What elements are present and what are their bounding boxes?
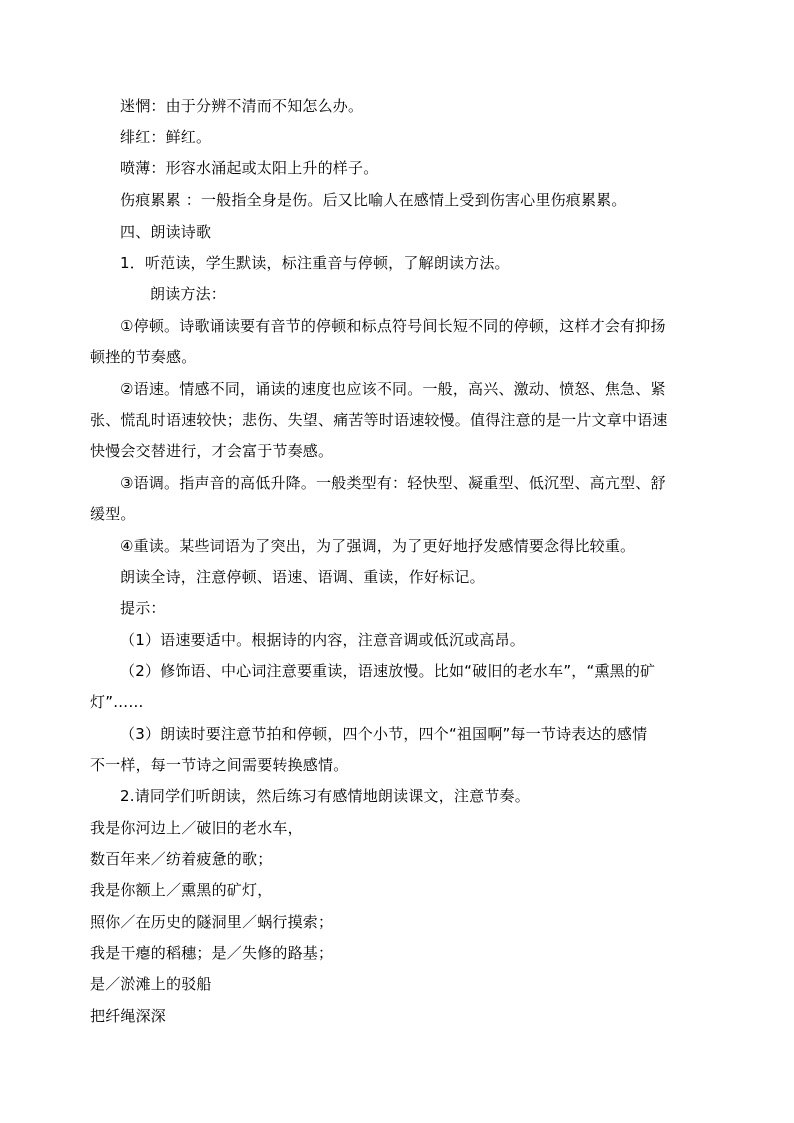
step-2-text: 2.请同学们听朗读，然后练习有感情地朗读课文，注意节奏。 [120,787,530,805]
tip-2-line1: （2）修饰语、中心词注意要重读，语速放慢。比如“破旧的老水车”，“熏黑的矿 [120,662,656,680]
tip-3-line1: （3）朗读时要注意节拍和停顿，四个小节，四个“祖国啊”每一节诗表达的感情 [120,725,648,743]
step-1-text: 1．听范读，学生默读，标注重音与停顿，了解朗读方法。 [120,254,510,272]
poem-line: 我是你额上／熏黑的矿灯， [90,881,273,899]
poem-line: 我是你河边上／破旧的老水车， [90,819,303,837]
poem-line: 把纤绳深深 [90,1007,167,1025]
poem-line: 照你／在历史的隧洞里／蜗行摸索； [90,913,334,931]
method-speed-line3: 快慢会交替进行，才会富于节奏感。 [90,442,334,460]
section-heading: 四、朗读诗歌 [120,223,212,241]
read-all-text: 朗读全诗，注意停顿、语速、语调、重读，作好标记。 [120,568,485,586]
tip-3-line2: 不一样，每一节诗之间需要转换感情。 [90,756,349,774]
method-tone-line2: 缓型。 [90,505,136,523]
definition-penbo: 喷薄：形容水涌起或太阳上升的样子。 [120,159,379,177]
definition-shanghen: 伤痕累累 ：一般指全身是伤。后又比喻人在感情上受到伤害心里伤痕累累。 [120,191,627,209]
tip-1: （1）语速要适中。根据诗的内容，注意音调或低沉或高昂。 [120,631,525,649]
tip-2-line2: 灯”…… [90,693,144,711]
method-pause-line1: ①停顿。诗歌诵读要有音节的停顿和标点符号间长短不同的停顿，这样才会有抑扬 [120,317,666,335]
method-tone-line1: ③语调。指声音的高低升降。一般类型有：轻快型、凝重型、低沉型、高亢型、舒 [120,474,666,492]
methods-title: 朗读方法： [150,285,227,303]
method-speed-line2: 张、慌乱时语速较快；悲伤、失望、痛苦等时语速较慢。值得注意的是一片文章中语速 [90,411,668,429]
poem-line: 数百年来／纺着疲惫的歌； [90,850,273,868]
tips-title: 提示： [120,599,166,617]
poem-line: 是／淤滩上的驳船 [90,975,212,993]
poem-line: 我是干瘪的稻穗；是／失修的路基； [90,944,334,962]
method-stress-line1: ④重读。某些词语为了突出，为了强调，为了更好地抒发感情要念得比较重。 [120,537,636,555]
definition-feihong: 绯红：鲜红。 [120,128,212,146]
method-pause-line2: 顿挫的节奏感。 [90,348,197,366]
definition-mihuang: 迷惘：由于分辨不清而不知怎么办。 [120,97,364,115]
method-speed-line1: ②语速。情感不同，诵读的速度也应该不同。一般，高兴、激动、愤怒、焦急、紧 [120,380,666,398]
